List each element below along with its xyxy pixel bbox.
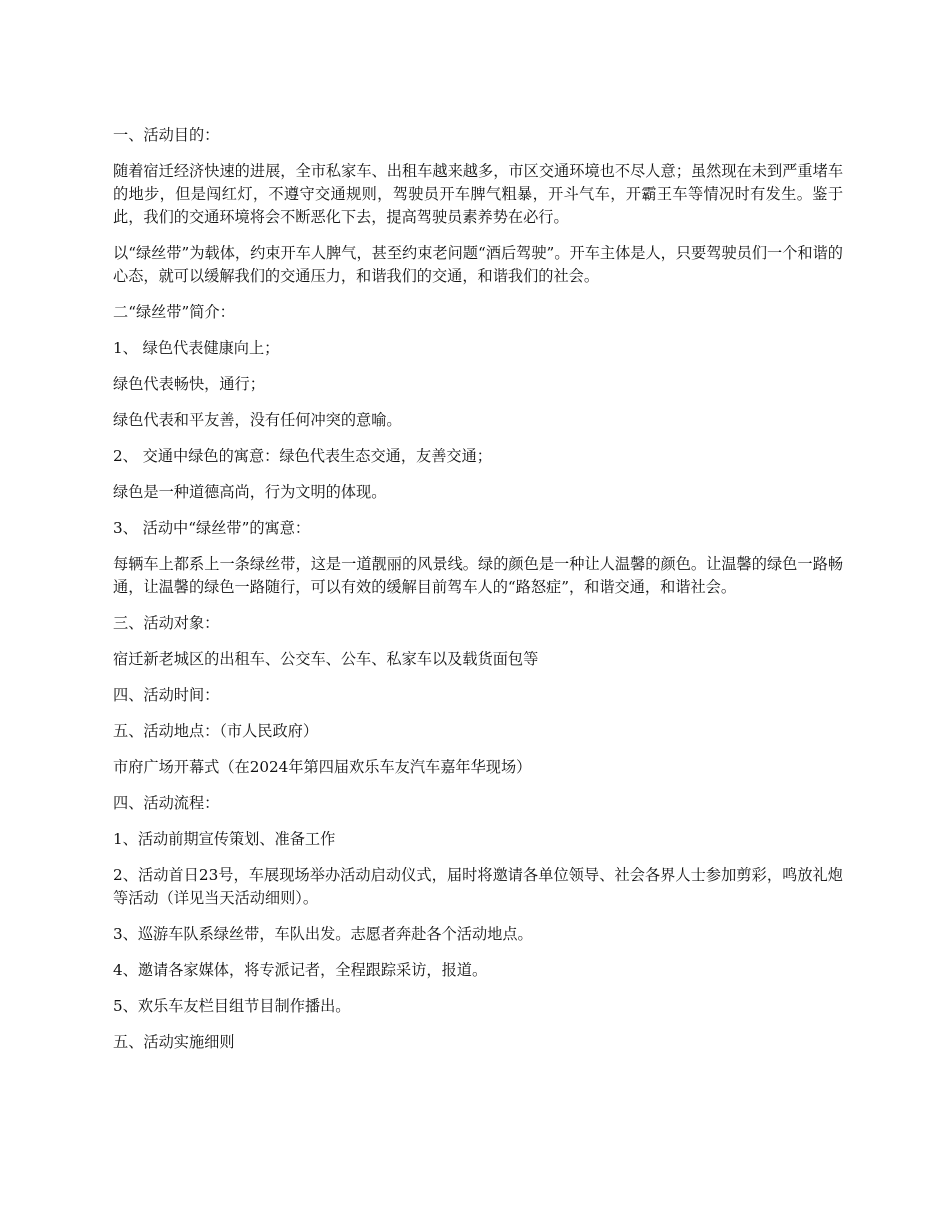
paragraph-targets: 宿迁新老城区的出租车、公交车、公车、私家车以及载货面包等	[113, 650, 539, 668]
section-heading-intro: 二“绿丝带”简介：	[113, 303, 235, 321]
list-item-meaning-2: 2、 交通中绿色的寓意：绿色代表生态交通，友善交通；	[113, 447, 492, 465]
list-item-meaning-1: 1、 绿色代表健康向上；	[113, 339, 280, 357]
section-heading-location: 五、活动地点：（市人民政府）	[113, 722, 319, 740]
list-item-process-3: 3、巡游车队系绿丝带，车队出发。志愿者奔赴各个活动地点。	[113, 925, 533, 943]
document-body	[113, 124, 843, 1067]
paragraph-green-morality: 绿色是一种道德高尚，行为文明的体现。	[113, 483, 387, 501]
paragraph-ribbon-on-car: 每辆车上都系上一条绿丝带，这是一道靓丽的风景线。绿的颜色是一种让人温馨的颜色。让温馨的绿色一路畅通，让温馨的绿色一路随行，可以有效的缓解目前驾车人的“路怒症”，和谐交通，和谐社会。	[113, 555, 843, 596]
paragraph-location-detail: 市府广场开幕式（在2024年第四届欢乐车友汽车嘉年华现场）	[113, 758, 532, 776]
section-heading-targets: 三、活动对象：	[113, 614, 220, 632]
paragraph-background: 随着宿迁经济快速的进展，全市私家车、出租车越来越多，市区交通环境也不尽人意；虽然现在未到严重堵车的地步，但是闯红灯，不遵守交通规则，驾驶员开车脾气粗暴，开斗气车，开霸王车等情况时有发生。鉴于此，我们的交通环境将会不断恶化下去，提高驾驶员素养势在必行。	[113, 162, 843, 226]
section-heading-process: 四、活动流程：	[113, 794, 220, 812]
paragraph-green-ribbon-vehicle: 以“绿丝带”为载体，约束开车人脾气，甚至约束老问题“酒后驾驶”。开车主体是人，只要驾驶员们一个和谐的心态，就可以缓解我们的交通压力，和谐我们的交通，和谐我们的社会。	[113, 244, 843, 285]
list-item-meaning-3: 3、 活动中“绿丝带”的寓意：	[113, 519, 311, 537]
section-heading-details: 五、活动实施细则	[113, 1033, 235, 1051]
list-item-process-2: 2、活动首日23号，车展现场举办活动启动仪式，届时将邀请各单位领导、社会各界人士参加剪彩，鸣放礼炮等活动（详见当天活动细则）。	[113, 866, 843, 907]
paragraph-green-smooth: 绿色代表畅快，通行；	[113, 375, 265, 393]
list-item-process-4: 4、邀请各家媒体，将专派记者，全程跟踪采访，报道。	[113, 961, 488, 979]
list-item-process-5: 5、欢乐车友栏目组节目制作播出。	[113, 997, 351, 1015]
list-item-process-1: 1、活动前期宣传策划、准备工作	[113, 830, 336, 848]
section-heading-purpose: 一、活动目的：	[113, 126, 220, 144]
paragraph-green-peace: 绿色代表和平友善，没有任何冲突的意喻。	[113, 411, 402, 429]
section-heading-time: 四、活动时间：	[113, 686, 220, 704]
